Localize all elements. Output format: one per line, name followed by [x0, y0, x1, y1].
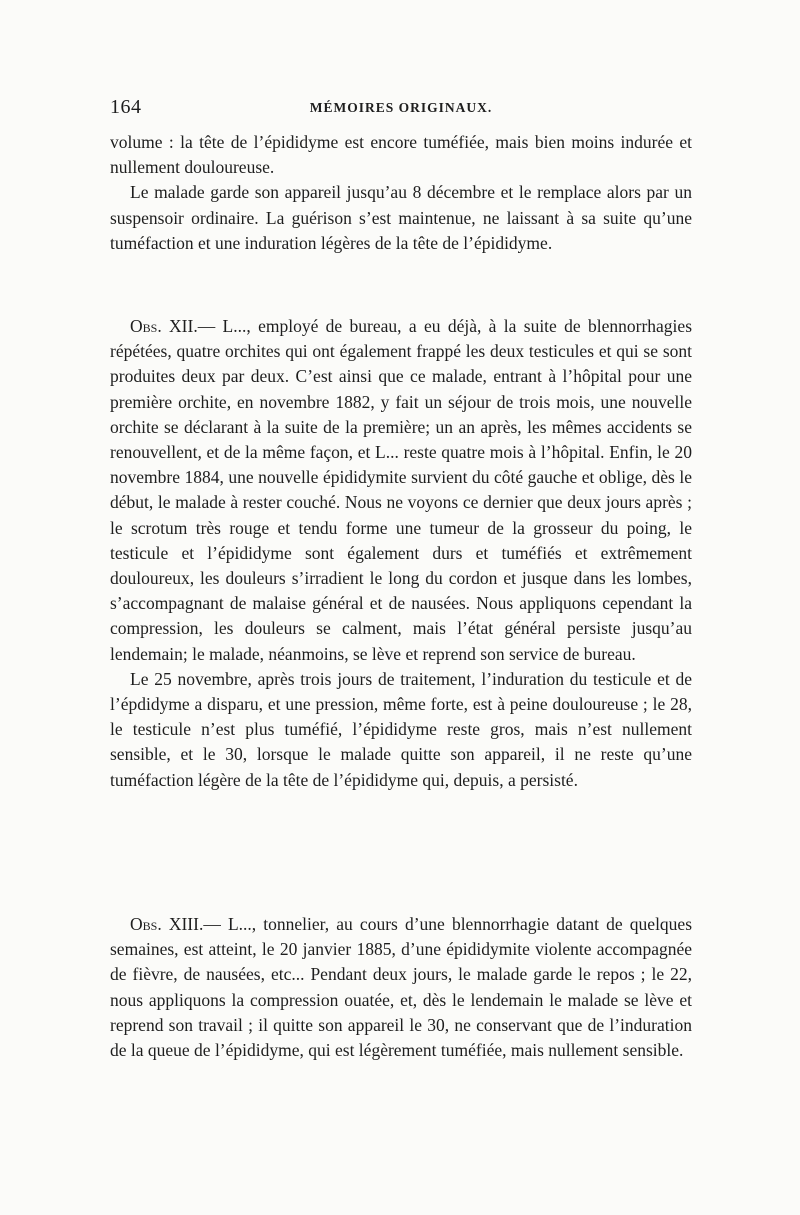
obs12-text: — L..., employé de bureau, a eu déjà, à la suite de blennorrhagies répétées, quatre orchites qui ont également frappé les deux testicules et qui se sont produites deux par deux. C’est ainsi que ce malade, entrant à l’hôpital pour une première orchite, en novembre 1882, y fait un séjour de trois mois, une nouvelle orchite se déclarant à la suite de la première; un an après, les mêmes accidents se renouvellent, et de la même façon, et L... reste quatre mois à l’hôpital. Enfin, le 20 novembre 1884, une nouvelle épididymite survient du côté gauche et oblige, dès le début, le malade à rester couché. Nous ne voyons ce dernier que deux jours après ; le scrotum très rouge et tendu forme une tumeur de la grosseur du poing, le testicule et l’épididyme sont également durs et tuméfiés et extrêmement douloureux, les douleurs s’irradient le long du cordon et jusque dans les lombes, s’accompagnant de malaise général et de nausées. Nous appliquons cependant la compression, les douleurs se calment, mais l’état général persiste jusqu’au lendemain; le malade, néanmoins, se lève et reprend son service de bureau.	[110, 316, 693, 664]
observation-13	[110, 912, 692, 1063]
page-header	[110, 96, 692, 122]
obs12-followup-paragraph: Le 25 novembre, après trois jours de traitement, l’induration du testicule et de l’épdidyme a disparu, et une pression, même forte, est à peine douloureuse ; le 28, le testicule n’est plus tuméfié, l’épididyme reste gros, mais n’est nullement sensible, et le 30, lorsque le malade quitte son appareil, il ne reste qu’une tuméfaction légère de la tête de l’épididyme qui, depuis, a persisté.	[110, 668, 692, 790]
observation-12	[110, 314, 692, 793]
continuation-paragraph: volume : la tête de l’épididyme est encore tuméfiée, mais bien moins indurée et nullement douloureuse.	[110, 132, 692, 178]
obs13-paragraph	[110, 912, 692, 1063]
page-number: 164	[110, 96, 142, 118]
obs13-label: Obs. XIII.	[130, 914, 204, 934]
continuation-section	[110, 130, 692, 256]
running-head: MÉMOIRES ORIGINAUX.	[309, 100, 493, 115]
obs13-text: — L..., tonnelier, au cours d’une blennorrhagie datant de quelques semaines, est atteint, le 20 janvier 1885, d’une épididymite violente accompagnée de fièvre, de nausées, etc... Pendant deux jours, le malade garde le repos ; le 22, nous appliquons la compression ouatée, et, dès le lendemain le malade se lève et reprend son travail ; il quitte son appareil le 30, ne conservant que de l’induration de la queue de l’épididyme, qui est légèrement tuméfiée, mais nullement sensible.	[110, 914, 693, 1061]
obs12-paragraph	[110, 314, 692, 667]
obs12-label: Obs. XII.	[130, 316, 198, 336]
healing-paragraph: Le malade garde son appareil jusqu’au 8 décembre et le remplace alors par un suspensoir ordinaire. La guérison s’est maintenue, ne laissant à sa suite qu’une tuméfaction et une induration légères de la tête de l’épididyme.	[110, 182, 692, 253]
